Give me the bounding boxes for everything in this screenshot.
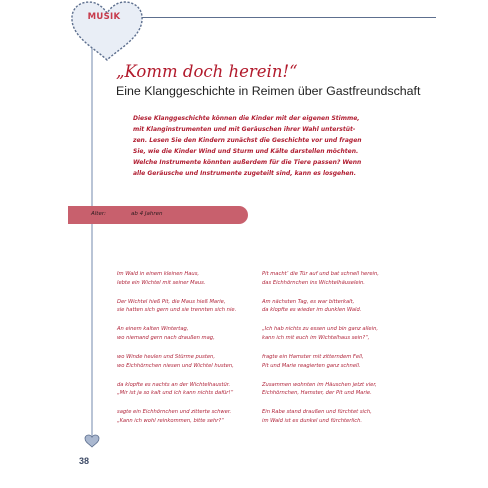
- margin-rule-vertical: [91, 30, 93, 442]
- poem-line: kann ich mit euch im Wichtelhaus sein?“,: [262, 334, 370, 341]
- poem-line: Pit und Marie reagierten ganz schnell.: [262, 362, 361, 369]
- poem-stanza: [117, 353, 267, 370]
- heart-icon: [84, 434, 100, 448]
- page-subtitle: Eine Klanggeschichte in Reimen über Gastfreundschaft: [116, 84, 421, 98]
- poem-column-right: [262, 270, 412, 436]
- poem-line: Pit macht’ die Tür auf und bat schnell herein,: [262, 271, 379, 277]
- poem-line: „Ich hab nichts zu essen und bin ganz allein,: [262, 326, 379, 333]
- poem-line: Zusammen wohnten im Häuschen jetzt vier,: [262, 381, 377, 388]
- poem-stanza: [262, 270, 412, 287]
- poem-line: Im Wald in einem kleinen Haus,: [117, 271, 200, 277]
- intro-line: Welche Instrumente könnten außerdem für die Tiere passen? Wenn: [133, 159, 362, 166]
- poem-line: da klopfte es nachts an der Wichtelhaustür.: [117, 381, 231, 388]
- intro-line: mit Klanginstrumenten und mit Geräuschen ihrer Wahl unterstüt-: [133, 126, 356, 133]
- age-value: ab 4 Jahren: [131, 211, 163, 217]
- poem-line: wo Eichhörnchen niesen und Wichtel husten,: [117, 362, 234, 369]
- poem-line: Eichhörnchen, Hamster, der Pit und Marie.: [262, 390, 372, 397]
- page-title: „Komm doch herein!“: [116, 62, 298, 81]
- poem-stanza: [262, 408, 412, 425]
- intro-line: zen. Lesen Sie den Kindern zunächst die Geschichte vor und fragen: [133, 137, 362, 144]
- poem-line: im Wald ist es dunkel und fürchterlich.: [262, 418, 363, 425]
- poem-column-left: [117, 270, 267, 436]
- poem-line: sagte ein Eichhörnchen und zitterte schwer.: [117, 409, 232, 416]
- poem-stanza: [117, 325, 267, 342]
- poem-stanza: [262, 353, 412, 370]
- poem-line: lebte ein Wichtel mit seiner Maus.: [117, 279, 206, 286]
- intro-line: alle Geräusche und Instrumente zugeteilt sind, kann es losgehen.: [133, 170, 356, 177]
- poem-line: Am nächsten Tag, es war bitterkalt,: [262, 298, 355, 305]
- poem-line: „Mir ist ja so kalt und ich kann nichts dafür!“: [117, 390, 234, 397]
- age-label: Alter:: [91, 211, 106, 217]
- intro-line: Diese Klanggeschichte können die Kinder mit der eigenen Stimme,: [133, 115, 360, 122]
- section-label: MUSIK: [87, 12, 121, 22]
- intro-line: Sie, wie die Kinder Wind und Sturm und Kälte darstellen möchten.: [133, 148, 359, 155]
- poem-line: Ein Rabe stand draußen und fürchtet sich,: [262, 409, 372, 416]
- poem-line: Der Wichtel hieß Pit, die Maus hieß Marie,: [117, 298, 226, 305]
- poem-line: da klopfte es wieder im dunklen Wald.: [262, 307, 362, 314]
- poem-line: „Kann ich wohl reinkommen, bitte sehr?“: [117, 418, 224, 425]
- poem-line: sie hatten sich gern und sie trennten sich nie.: [117, 307, 237, 314]
- poem-stanza: [262, 298, 412, 315]
- poem-line: fragte ein Hamster mit zitterndem Fell,: [262, 354, 364, 361]
- poem-line: An einem kalten Wintertag,: [117, 326, 189, 333]
- poem-stanza: [262, 325, 412, 342]
- page-number: 38: [79, 456, 90, 466]
- poem-line: das Eichhörnchen ins Wichtelhäuselein.: [262, 279, 365, 286]
- poem-stanza: [117, 408, 267, 425]
- heart-badge-icon: [67, 0, 147, 62]
- poem-stanza: [117, 270, 267, 287]
- poem-line: wo Winde heulen und Stürme pusten,: [117, 354, 215, 361]
- poem-stanza: [117, 298, 267, 315]
- poem-stanza: [117, 381, 267, 398]
- intro-text: [133, 113, 373, 179]
- poem-line: wo niemand gern nach draußen mag,: [117, 334, 215, 341]
- poem-stanza: [262, 381, 412, 398]
